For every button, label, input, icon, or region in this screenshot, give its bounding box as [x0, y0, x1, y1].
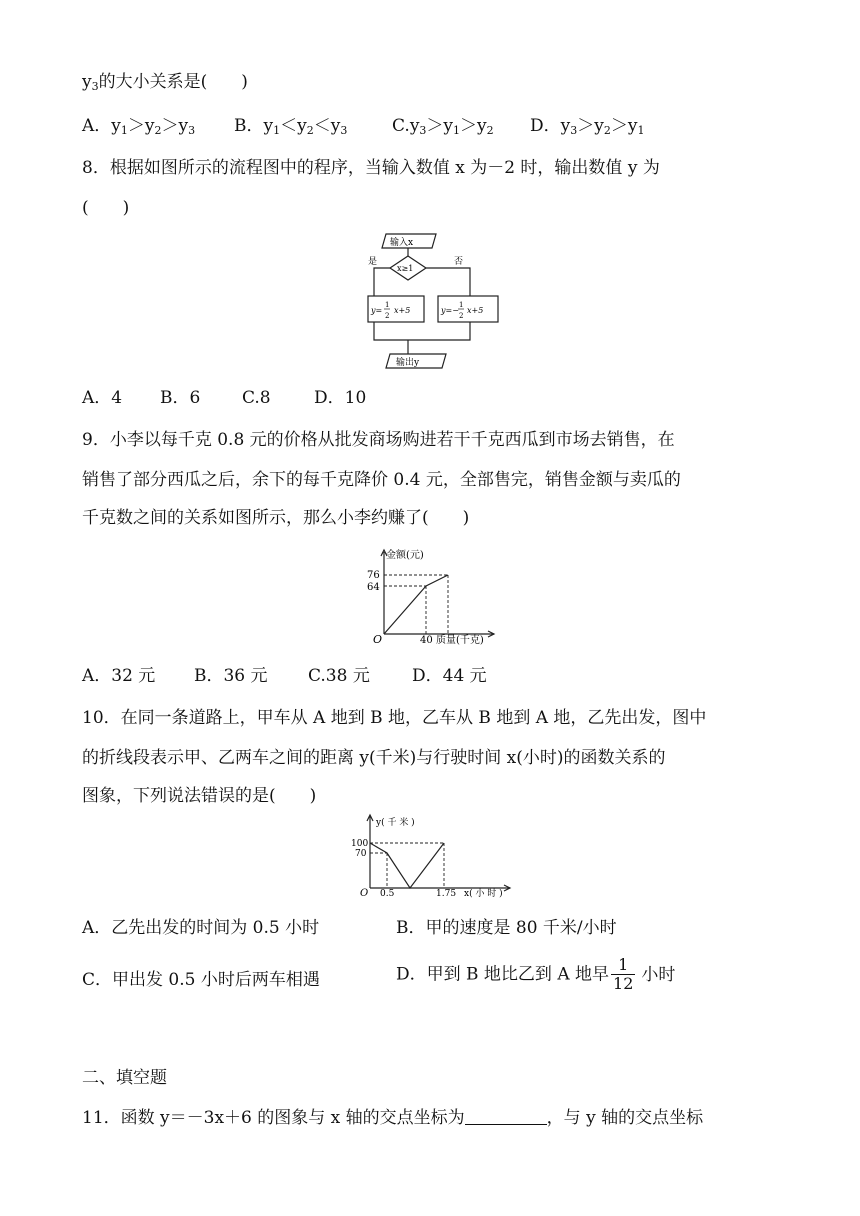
- q10-xtick-175: 1.75: [436, 889, 457, 898]
- q7-option-a: A．$y_1>y_2>y_3$: [82, 116, 196, 137]
- q10-origin: O: [360, 888, 369, 898]
- flow-right-suffix: x+5: [467, 306, 484, 315]
- q8-option-b: B．6: [160, 388, 201, 408]
- flow-condition-label: x≥1: [397, 264, 414, 273]
- q9-origin: O: [373, 633, 383, 646]
- q9-xtick-40: 40: [420, 635, 433, 646]
- q9-chart: [364, 546, 504, 646]
- flow-input-label: 输入x: [390, 238, 414, 248]
- q10-option-b: B．甲的速度是 80 千米/小时: [396, 918, 617, 938]
- q10-ytick-100: 100: [351, 839, 369, 849]
- q9-ylabel: 金额(元): [386, 550, 424, 561]
- q8-option-a: A．4: [82, 388, 123, 408]
- q9-line-1: 9．小李以每千克 0.8 元的价格从批发商场购进若干千克西瓜到市场去销售，在: [82, 430, 675, 450]
- q11-line: 11．函数 y＝－3x＋6 的图象与 x 轴的交点坐标为 ，与 y 轴的交点坐标: [82, 1108, 704, 1128]
- q7-option-d: D．$y_3>y_2>y_1$: [530, 116, 645, 137]
- q9-xlabel: 质量(千克): [436, 635, 484, 646]
- q9-sales-line: [384, 575, 448, 634]
- flow-output-label: 输出y: [396, 358, 420, 368]
- flow-right-den: 2: [459, 312, 464, 320]
- section-2-heading: 二、填空题: [82, 1068, 167, 1088]
- q7-option-c: $C.y_3>y_1>y_2$: [392, 116, 494, 137]
- q8-option-c: C.8: [242, 388, 271, 408]
- flow-yes-label: 是: [368, 257, 378, 267]
- flow-left-suffix: x+5: [394, 306, 411, 315]
- q9-option-b: B．36 元: [194, 666, 268, 686]
- q10-xlabel: x( 小 时 ): [464, 889, 503, 898]
- q11-answer-blank-1[interactable]: [465, 1106, 547, 1125]
- q8-line-1: 8．根据如图所示的流程图中的程序，当输入数值 x 为－2 时，输出数值 y 为: [82, 158, 660, 178]
- q10-line-2: 的折线段表示甲、乙两车之间的距离 y(千米)与行驶时间 x(小时)的函数关系的: [82, 748, 666, 768]
- q10-chart: [340, 812, 520, 898]
- q9-option-c: C.38 元: [308, 666, 370, 686]
- q7-tail-line: $y_3$的大小关系是( ): [82, 72, 248, 93]
- q9-ytick-76: 76: [367, 570, 380, 581]
- q8-option-d: D．10: [314, 388, 367, 408]
- q10-option-d: D．甲到 B 地比乙到 A 地早 $\frac{1}{12}$ 小时: [396, 955, 676, 993]
- q10-option-a: A．乙先出发的时间为 0.5 小时: [82, 918, 320, 938]
- flow-right-prefix: y=−: [441, 306, 459, 315]
- q8-line-2: ( ): [82, 198, 130, 218]
- q10-option-c: C．甲出发 0.5 小时后两车相遇: [82, 970, 320, 990]
- flow-no-label: 否: [454, 257, 464, 267]
- q9-line-3: 千克数之间的关系如图所示，那么小李约赚了( ): [82, 508, 470, 528]
- q10-line-3: 图象，下列说法错误的是( ): [82, 786, 317, 806]
- q8-flowchart: [360, 228, 500, 376]
- flow-left-den: 2: [385, 312, 390, 320]
- flow-left-num: 1: [385, 301, 390, 309]
- flow-left-prefix: y=: [371, 306, 383, 315]
- q9-line-2: 销售了部分西瓜之后，余下的每千克降价 0.4 元，全部售完，销售金额与卖瓜的: [82, 470, 681, 490]
- q10-xtick-05: 0.5: [380, 889, 395, 898]
- q9-ytick-64: 64: [367, 582, 380, 593]
- q9-option-d: D．44 元: [412, 666, 487, 686]
- q10-line-1: 10．在同一条道路上，甲车从 A 地到 B 地，乙车从 B 地到 A 地，乙先出发，图中: [82, 708, 707, 728]
- flow-right-num: 1: [459, 301, 464, 309]
- q10-option-d-fraction: $\frac{1}{12}$: [613, 955, 634, 993]
- q10-distance-line: [370, 843, 444, 888]
- q10-ytick-70: 70: [355, 849, 367, 859]
- q10-ylabel: y( 千 米 ): [376, 818, 415, 828]
- q9-option-a: A．32 元: [82, 666, 156, 686]
- q7-option-b: B．$y_1<y_2<y_3$: [234, 116, 348, 137]
